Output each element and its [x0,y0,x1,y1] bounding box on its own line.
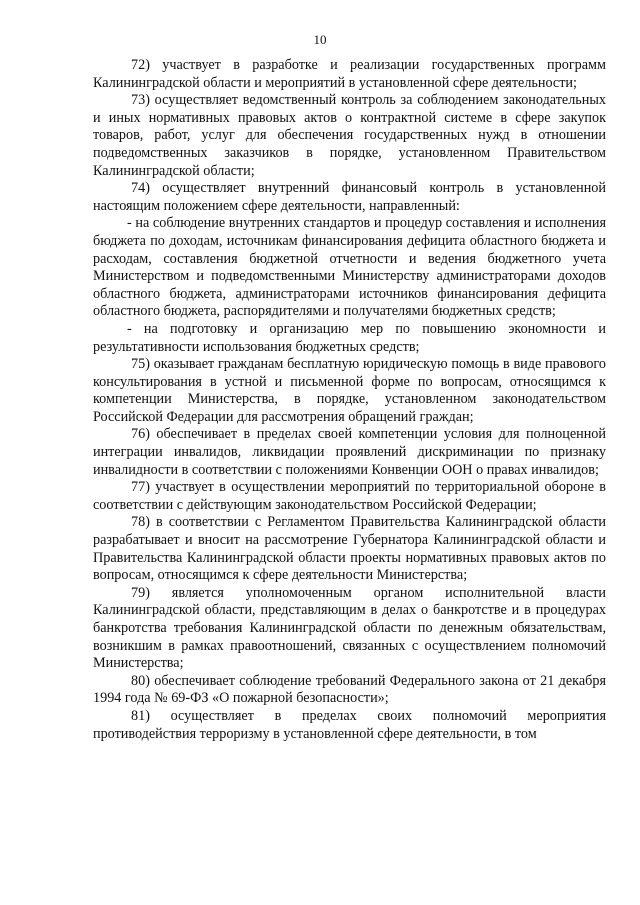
paragraph-item-80: 80) обеспечивает соблюдение требований Федерального закона от 21 декабря 1994 года № 69-ФЗ «О пожарной безопасности»; [93,672,606,707]
page-number: 10 [313,32,327,47]
paragraph-item-77: 77) участвует в осуществлении мероприятий по территориальной обороне в соответствии с действующим законодательством Российской Федерации; [93,479,606,513]
paragraph-item-73: 73) осуществляет ведомственный контроль за соблюдением законодательных и иных нормативных правовых актов о контрактной системе в сфере закупок товаров, работ, услуг для обеспечения государственных нужд в отношении подведомственных заказчиков в порядке, установленном Правительством Калининградской области; [93,92,606,179]
paragraph-item-76: 76) обеспечивает в пределах своей компетенции условия для полноценной интеграции инвалидов, ликвидации проявлений дискриминации по признаку инвалидности в соответствии с положениями Конвенции ООН о правах инвалидов; [93,426,606,478]
paragraph-item-79: 79) является уполномоченным органом исполнительной власти Калининградской области, представляющим в делах о банкротстве и в процедурах банкротства требования Калининградской области по денежным обязательствам, возникшим в рамках правоотношений, связанных с осуществлением полномочий Министерства; [93,584,606,672]
paragraph-item-81: 81) осуществляет в пределах своих полномочий мероприятия противодействия терроризму в установленной сфере деятельности, в том [93,707,606,742]
paragraph-item-72: 72) участвует в разработке и реализации государственных программ Калининградской области и мероприятий в установленной сфере деятельности; [93,57,606,91]
paragraph-item-74: 74) осуществляет внутренний финансовый контроль в установленной настоящим положением сфере деятельности, направленный: [93,180,606,214]
paragraph-item-74-bullet-1: - на соблюдение внутренних стандартов и процедур составления и исполнения бюджета по доходам, источникам финансирования дефицита областного бюджета и расходам, составления бюджетной отчетности и ведения бюджетного учета Министерством и подведомственными Министерству администраторами доходов областного бюджета, администраторами источников финансирования дефицита областного бюджета, распорядителями и получателями бюджетных средств; [93,215,606,320]
document-body [93,57,606,743]
paragraph-item-78: 78) в соответствии с Регламентом Правительства Калининградской области разрабатывает и вносит на рассмотрение Губернатора Калининградской области и Правительства Калининградской области проекты нормативных правовых актов по вопросам, относящимся к сфере деятельности Министерства; [93,514,606,584]
paragraph-item-75: 75) оказывает гражданам бесплатную юридическую помощь в виде правового консультирования в устной и письменной форме по вопросам, относящимся к компетенции Министерства, в порядке, установленном законодательством Российской Федерации для рассмотрения обращений граждан; [93,356,606,425]
paragraph-item-74-bullet-2: - на подготовку и организацию мер по повышению экономности и результативности использования бюджетных средств; [93,320,606,355]
